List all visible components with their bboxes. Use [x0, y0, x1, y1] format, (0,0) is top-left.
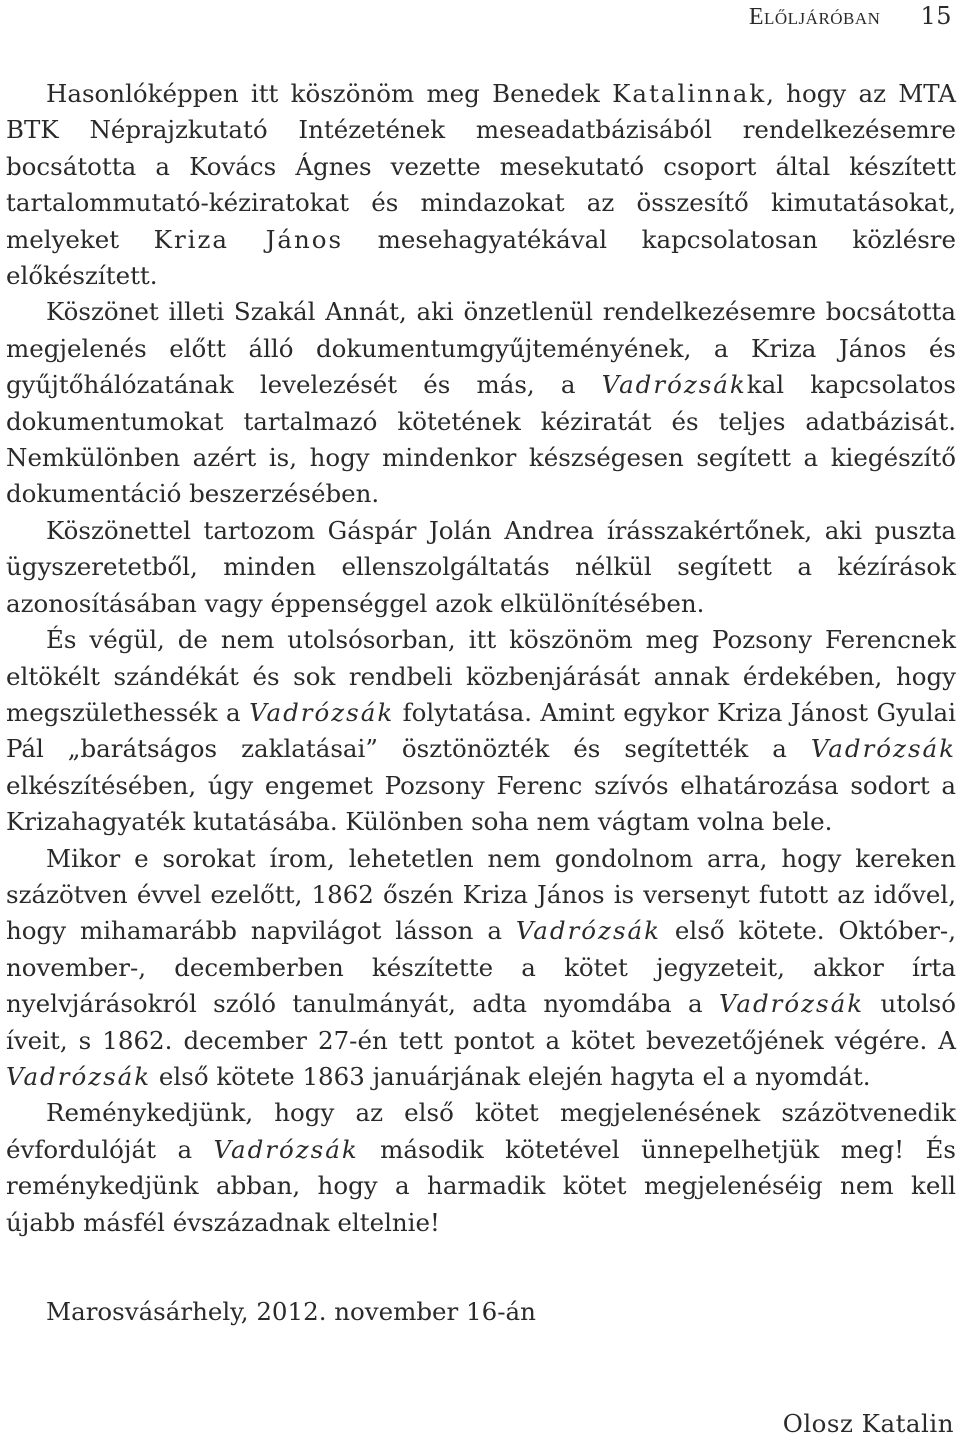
paragraph-text: elkészítésében, úgy engemet Pozsony Ferenc szívós elhatározása sodort a Krizahagyaték kutatásába. Különben soha nem vágtam volna bele. — [6, 770, 956, 837]
paragraph-text: Reménykedjünk, hogy az első kötet megjelenésének százötvenedik évfordulóját a — [6, 1098, 956, 1164]
book-title: Vadrózsák — [6, 1061, 152, 1091]
body-text — [6, 76, 956, 1241]
running-head — [749, 0, 952, 33]
paragraph-1 — [6, 76, 956, 294]
paragraph-text: mesehagyatékával kapcsolatosan közlésre előkészített. — [6, 224, 956, 291]
paragraph-3 — [6, 513, 956, 622]
paragraph-text: Köszönet illeti Szakál Annát, aki önzetlenül rendelkezésemre bocsátotta megjelenés előtt álló dokumentumgyűjteményének, a Kriza János és gyűjtőhálózatának levelezését és más, a — [6, 297, 956, 400]
place-and-date: Marosvásárhely, 2012. november 16-án — [46, 1297, 536, 1326]
paragraph-text: És végül, de nem utolsósorban, itt köszönöm meg Pozsony Ferencnek eltökélt szándékát és sok rendbeli közbenjárását annak érdekében, hogy megszülethessék a — [6, 625, 956, 727]
paragraph-2 — [6, 294, 956, 512]
book-title: Vadrózsák — [249, 697, 395, 727]
paragraph-5 — [6, 841, 956, 1096]
paragraph-4 — [6, 622, 956, 840]
author-signature: Olosz Katalin — [782, 1409, 954, 1438]
book-title: Vadrózsák — [601, 370, 747, 400]
book-title: Vadrózsák — [718, 989, 865, 1019]
paragraph-text: első kötete 1863 januárjának elején hagyta el a nyomdát. — [151, 1061, 871, 1091]
person-name: Kriza János — [153, 224, 344, 254]
book-title: Vadrózsák — [213, 1134, 359, 1164]
book-title: Vadrózsák — [810, 734, 956, 764]
paragraph-text: kal kapcsolatos dokumentumokat tartalmazó kötetének kéziratát és teljes adatbázisát. Nemkülönben azért is, hogy mindenkor készségesen segített a kiegészítő dokumentáció beszerzésében. — [6, 370, 956, 509]
paragraph-6 — [6, 1095, 956, 1241]
page-number: 15 — [920, 2, 952, 30]
paragraph-text: , hogy az MTA BTK Néprajzkutató Intézetének meseadatbázisából rendelkezésemre bocsátotta a Kovács Ágnes vezette mesekutató csoport által készített tartalommutató-kéziratokat és mindazokat az összesítő kimutatásokat, melyeket — [6, 79, 956, 254]
paragraph-text: Köszönettel tartozom Gáspár Jolán Andrea írásszakértőnek, aki puszta ügyszeretetből, minden ellenszolgáltatás nélkül segített a kézírások azonosításában vagy éppenséggel azok elkülönítésében. — [6, 515, 956, 618]
paragraph-text: első kötete. Október-, november-, decemberben készítette a kötet jegyzeteit, akkor írta nyelvjárásokról szóló tanulmányát, adta nyomdába a — [6, 916, 956, 1019]
running-title: Előljáróban — [748, 4, 881, 30]
paragraph-text: utolsó íveit, s 1862. december 27-én tett pontot a kötet bevezetőjének végére. A — [6, 989, 957, 1055]
paragraph-text: második kötetével ünnepelhetjük meg! És reménykedjünk abban, hogy a harmadik kötet megjelenéséig nem kell újabb másfél évszázadnak eltelnie! — [6, 1134, 957, 1237]
book-title: Vadrózsák — [515, 916, 661, 946]
person-name: Katalinnak — [612, 79, 767, 108]
paragraph-text: Mikor e sorokat írom, lehetetlen nem gondolnom arra, hogy kereken százötven évvel ezelőtt, 1862 őszén Kriza János is versenyt futott az idővel, hogy mihamarább napvilágot lásson a — [6, 843, 956, 946]
paragraph-text: folytatása. Amint egykor Kriza Jánost Gyulai Pál „barátságos zaklatásai” ösztönözték és segítették a — [6, 697, 956, 764]
paragraph-text: Hasonlóképpen itt köszönöm meg Benedek — [46, 79, 613, 108]
